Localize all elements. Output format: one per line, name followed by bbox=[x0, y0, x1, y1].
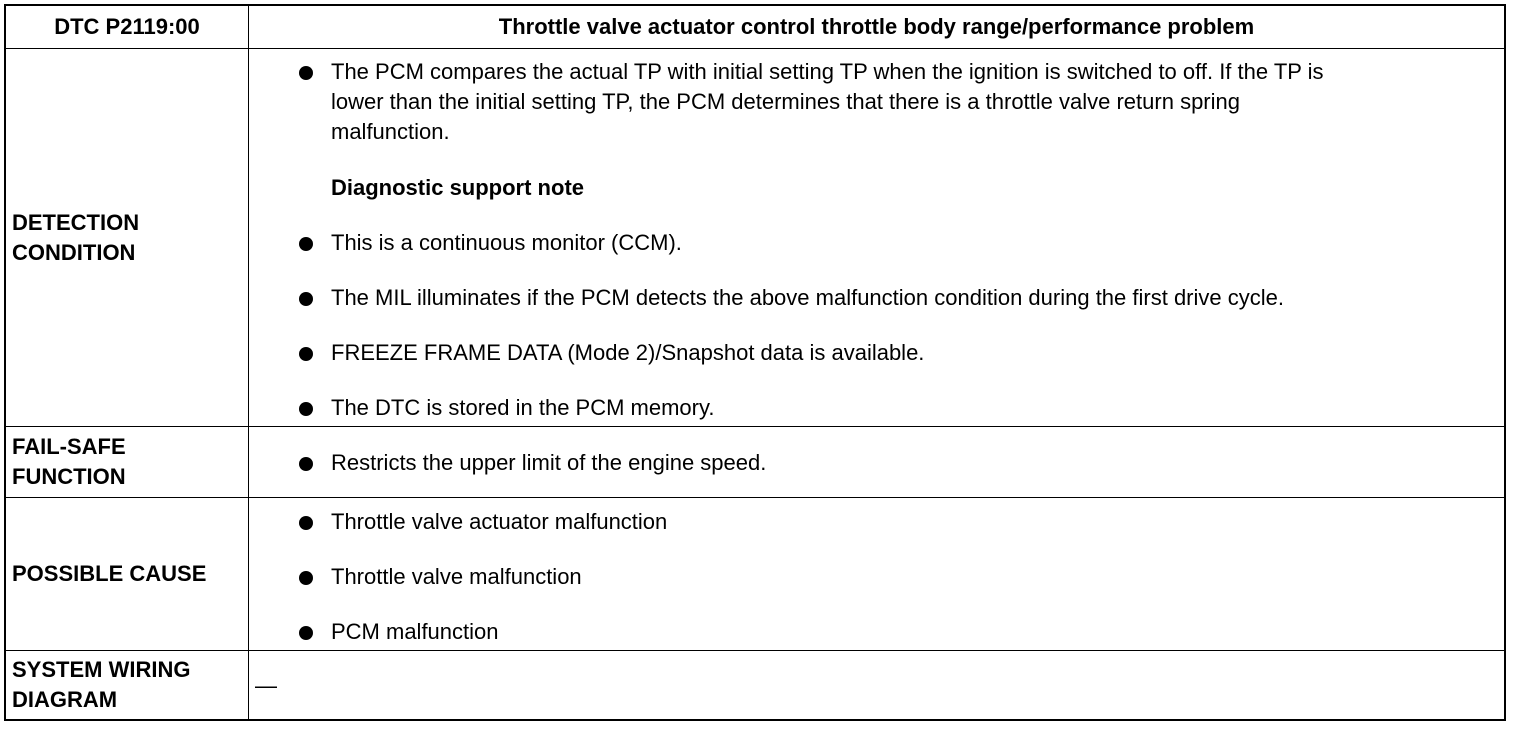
possible-cause-label: POSSIBLE CAUSE bbox=[6, 498, 249, 650]
note-text: The DTC is stored in the PCM memory. bbox=[331, 395, 715, 420]
dtc-title: Throttle valve actuator control throttle body range/performance problem bbox=[498, 14, 1255, 39]
bullet-icon bbox=[299, 626, 313, 640]
bullet-icon bbox=[299, 237, 313, 251]
bullet-icon bbox=[299, 402, 313, 416]
fail-safe-row bbox=[6, 427, 1504, 498]
fail-safe-label-text: FAIL-SAFE FUNCTION bbox=[12, 434, 126, 489]
dtc-table bbox=[4, 4, 1506, 721]
diagnostic-note-heading: Diagnostic support note bbox=[331, 175, 584, 200]
detection-condition-content bbox=[249, 49, 1504, 426]
detection-condition-label bbox=[6, 49, 249, 426]
fail-safe-content bbox=[249, 427, 1504, 497]
wiring-content bbox=[249, 651, 1504, 719]
wiring-label bbox=[6, 651, 249, 719]
detection-condition-row bbox=[6, 49, 1504, 427]
cause-text: Throttle valve actuator malfunction bbox=[331, 509, 668, 534]
fail-safe-label bbox=[6, 427, 249, 497]
note-text: FREEZE FRAME DATA (Mode 2)/Snapshot data is available. bbox=[331, 340, 925, 365]
detection-condition-label-text: DETECTION CONDITION bbox=[12, 209, 140, 265]
dtc-code: DTC P2119:00 bbox=[6, 6, 249, 48]
cause-text: Throttle valve malfunction bbox=[331, 564, 582, 589]
possible-cause-row bbox=[6, 498, 1504, 651]
bullet-icon bbox=[299, 516, 313, 530]
fail-safe-text: Restricts the upper limit of the engine speed. bbox=[331, 450, 767, 475]
wiring-label-text: SYSTEM WIRING DIAGRAM bbox=[12, 657, 191, 712]
bullet-icon bbox=[299, 457, 313, 471]
bullet-icon bbox=[299, 347, 313, 361]
header-row bbox=[6, 6, 1504, 49]
bullet-icon bbox=[299, 66, 313, 80]
cause-text: PCM malfunction bbox=[331, 619, 499, 644]
wiring-row bbox=[6, 651, 1504, 719]
bullet-icon bbox=[299, 571, 313, 585]
note-text: The MIL illuminates if the PCM detects the above malfunction condition during the first drive cycle. bbox=[331, 285, 1284, 310]
bullet-icon bbox=[299, 292, 313, 306]
possible-cause-content bbox=[249, 498, 1504, 650]
wiring-value: — bbox=[255, 673, 277, 698]
detection-main-text: The PCM compares the actual TP with initial setting TP when the ignition is switched to off. If the TP is lower than the initial setting TP, the PCM determines that there is a throttle valve return spring malfunction. bbox=[331, 59, 1324, 144]
note-text: This is a continuous monitor (CCM). bbox=[331, 230, 682, 255]
